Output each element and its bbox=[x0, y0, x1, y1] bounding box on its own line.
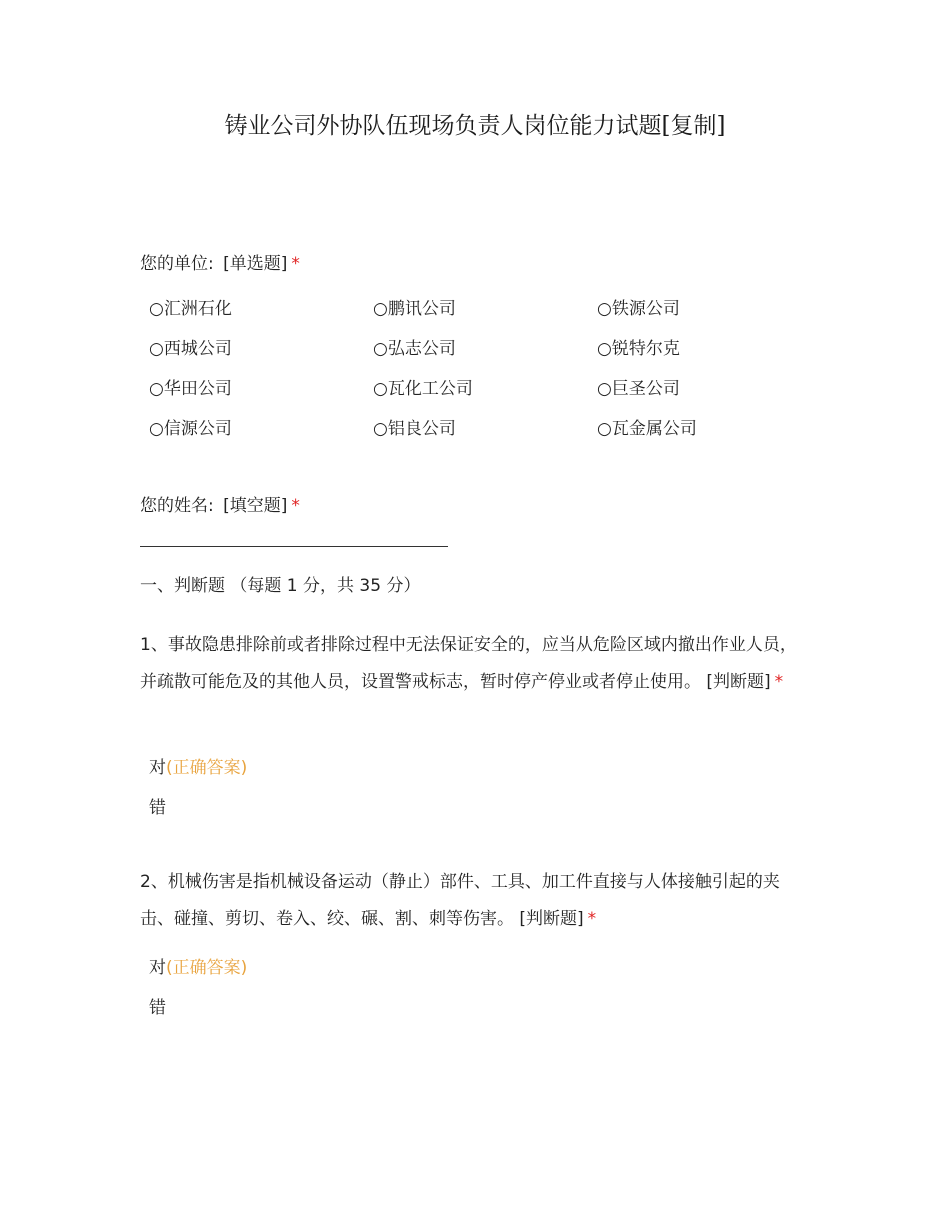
answer-false[interactable] bbox=[149, 995, 166, 1021]
question-type: [判断题] bbox=[519, 909, 584, 929]
unit-option[interactable]: ○铁源公司 bbox=[597, 299, 680, 319]
answer-true[interactable] bbox=[149, 955, 247, 981]
correct-answer-tag: (正确答案) bbox=[166, 958, 248, 978]
answer-true-label: 对 bbox=[149, 958, 166, 978]
unit-option[interactable]: ○铝良公司 bbox=[373, 419, 456, 439]
name-question-title bbox=[140, 493, 300, 519]
unit-option[interactable]: ○弘志公司 bbox=[373, 339, 456, 359]
unit-option[interactable]: ○瓦化工公司 bbox=[373, 379, 473, 399]
question-2 bbox=[140, 864, 810, 938]
answer-false[interactable] bbox=[149, 795, 166, 821]
required-mark: * bbox=[291, 496, 300, 516]
unit-option[interactable]: ○华田公司 bbox=[149, 379, 232, 399]
section-title: 一、判断题 （每题 1 分，共 35 分） bbox=[140, 576, 421, 596]
question-type: [判断题] bbox=[706, 672, 771, 692]
required-mark: * bbox=[774, 672, 784, 692]
required-mark: * bbox=[587, 909, 597, 929]
unit-option[interactable]: ○巨圣公司 bbox=[597, 379, 680, 399]
required-mark: * bbox=[291, 254, 300, 274]
question-1 bbox=[140, 627, 810, 701]
unit-question-type: [单选题] bbox=[223, 254, 288, 274]
answer-false-label: 错 bbox=[149, 998, 166, 1018]
page-title: 铸业公司外协队伍现场负责人岗位能力试题[复制] bbox=[224, 113, 726, 139]
unit-option[interactable]: ○瓦金属公司 bbox=[597, 419, 697, 439]
answer-false-label: 错 bbox=[149, 798, 166, 818]
answer-true-label: 对 bbox=[149, 758, 166, 778]
unit-options bbox=[149, 295, 829, 455]
unit-option[interactable]: ○锐特尔克 bbox=[597, 339, 680, 359]
name-question-label: 您的姓名: bbox=[140, 496, 214, 516]
unit-question-label: 您的单位: bbox=[140, 254, 214, 274]
question-text: 2、机械伤害是指机械设备运动（静止）部件、工具、加工件直接与人体接触引起的夹击、碰撞、剪切、卷入、绞、碾、割、刺等伤害。 bbox=[140, 872, 780, 929]
unit-option[interactable]: ○鹏讯公司 bbox=[373, 299, 456, 319]
answer-true[interactable] bbox=[149, 755, 247, 781]
unit-option[interactable]: ○西城公司 bbox=[149, 339, 232, 359]
name-answer-line[interactable] bbox=[140, 546, 448, 547]
unit-option[interactable]: ○信源公司 bbox=[149, 419, 232, 439]
unit-option[interactable]: ○汇洲石化 bbox=[149, 299, 232, 319]
unit-question-title bbox=[140, 251, 300, 277]
name-question-type: [填空题] bbox=[223, 496, 288, 516]
correct-answer-tag: (正确答案) bbox=[166, 758, 248, 778]
question-text: 1、事故隐患排除前或者排除过程中无法保证安全的，应当从危险区域内撤出作业人员，并疏散可能危及的其他人员，设置警戒标志，暂时停产停业或者停止使用。 bbox=[140, 635, 797, 692]
